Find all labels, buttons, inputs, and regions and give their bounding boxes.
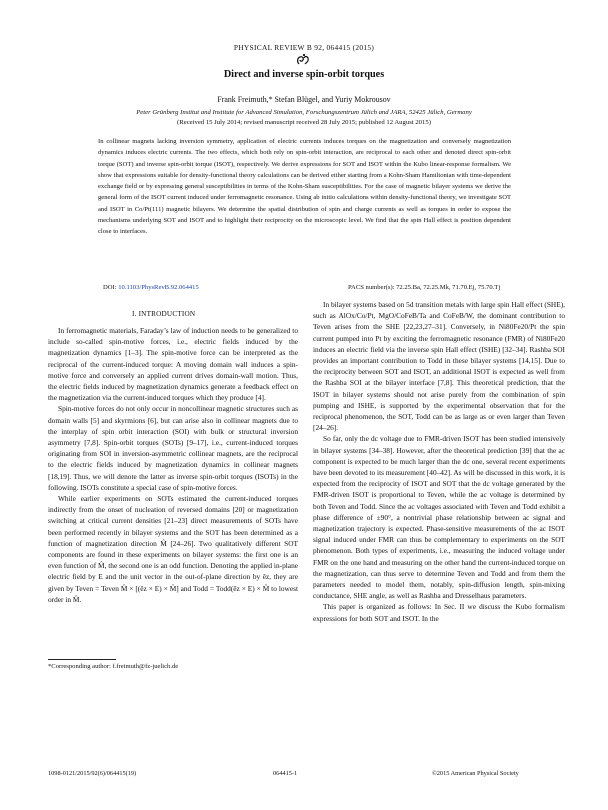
affiliation: Peter Grünberg Institut and Institute for Advanced Simulation, Forschungszentrum Jülich and JARA, 52425 Jülich, Germany	[136, 109, 472, 116]
article-title: Direct and inverse spin-orbit torques	[223, 69, 385, 80]
abstract: In collinear magnets lacking inversion symmetry, application of electric currents induces torques on the magnetization and conversely magnetization dynamics induces electric currents. The two effects, which both rely on spin-orbit interaction, are reciprocal to each other and denoted direct spin-orbit torque (SOT) and inverse spin-orbit torque (ISOT), respectively. We derive expressions for SOT and ISOT within the Kubo linear-response formalism. We show that expressions suitable for density-functional theory calculations can be derived either starting from a Kohn-Sham Hamiltonian with time-dependent exchange field or by expressing general susceptibilities in terms of the Kohn-Sham susceptibilities. For the case of magnetic bilayer systems we derive the general form of the ISOT current induced under ferromagnetic resonance. Using ab initio calculations within density-functional theory, we investigate SOT and ISOT in Co/Pt(111) magnetic bilayers. We determine the spatial distribution of spin and charge currents as well as torques in order to expose the mechanisms underlying SOT and ISOT and to highlight their reciprocity on the microscopic level. We find that the spin Hall effect is position dependent close to interfaces.	[98, 138, 511, 235]
footer-issn: 1098-0121/2015/92(6)/064415(19)	[48, 770, 137, 777]
pacs-numbers: PACS number(s): 72.25.Ba, 72.25.Mk, 71.70.Ej, 75.70.Tj	[348, 284, 501, 291]
publication-dates: (Received 15 July 2014; revised manuscript received 28 July 2015; published 12 August 2015)	[177, 119, 431, 126]
aps-logo-icon	[294, 53, 314, 67]
section-title: I. INTRODUCTION	[132, 310, 196, 318]
doi-line	[103, 284, 199, 291]
author-list: Frank Freimuth,* Stefan Blügel, and Yuriy Mokrousov	[217, 95, 391, 104]
paragraph: Spin-motive forces do not only occur in noncollinear magnetic structures such as domain walls [5] and skyrmions [6], but can arise also in collinear magnets due to the interplay of spin orbit interaction (SOI) with bulk or structural inversion asymmetry [7,8]. Spin-orbit torques (SOTs) [9–17], i.e., current-induced torques originating from SOI in inversion-asymmetric collinear magnets, are the reciprocal to the electric fields induced by magnetization dynamics in collinear magnets [18,19]. Thus, we will denote the latter as inverse spin-orbit torques (ISOTs) in the following. ISOTs constitute a special case of spin-motive forces.	[48, 404, 298, 492]
footer-page-number: 064415-1	[273, 770, 298, 777]
footnote-divider	[48, 659, 116, 660]
paragraph: In ferromagnetic materials, Faraday’s law of induction needs to be generalized to include so-called spin-motive forces, i.e., electric fields induced by the magnetization dynamics [1–3]. The spin-motive force can be interpreted as the reciprocal of the current-induced torque: A moving domain wall induces a spin-motive force and conversely an applied current drives domain-wall motion. Thus, the electric fields induced by magnetization dynamics generate a feedback effect on the magnetization via the current-induced torques which they produce [4].	[48, 326, 298, 403]
paragraph: This paper is organized as follows: In Sec. II we discuss the Kubo formalism expressions for both SOT and ISOT. In the	[313, 602, 565, 623]
corresponding-author-footnote: *Corresponding author: f.freimuth@fz-juelich.de	[48, 663, 179, 670]
right-column	[313, 299, 565, 769]
paragraph: So far, only the dc voltage due to FMR-driven ISOT has been studied intensively in bilayer systems [34–38]. However, after the theoretical prediction [39] that the ac component is expected to be much larger than the dc one, several recent experiments have been devoted to its measurement [40–42]. As will be discussed in this work, it is expected from the reciprocity of ISOT and SOT that the dc voltage generated by the FMR-driven ISOT is proportional to Teven, while the ac voltage is determined by both Teven and Todd. Since the ac voltages associated with Teven and Todd exhibit a phase difference of ±90°, a nontrivial phase relationship between ac signal and magnetization trajectory is expected. Phase-sensitive measurements of the ac ISOT signal induced under FMR can thus be complementary to experiments on the SOT phenomenon. Both types of experiments, i.e., measuring the induced voltage under FMR on the one hand and measuring on the other hand the current-induced torque on the magnetization, can thus serve to determine Teven and Todd and from them the parameters needed to model them, notably, spin-diffusion length, spin-mixing conductance, SHE angle, as well as Rashba and Dresselhaus parameters.	[313, 434, 565, 601]
paragraph: While earlier experiments on SOTs estimated the current-induced torques indirectly from the onset of nucleation of reversed domains [20] or magnetization switching at critical current densities [21–23] direct measurements of SOTs have been performed recently in bilayer systems and the SOT has been determined as a function of magnetization direction M̂ [24–26]. Two qualitatively different SOT components are found in these experiments on bilayer systems: the first one is an even function of M̂, the second one is an odd function. Denoting the applied in-plane electric field by E and the unit vector in the out-of-plane direction by êz, they are given by Teven = Teven M̂ × [(êz × E) × M̂] and Todd = Todd(êz × E) × M̂ to lowest order in M̂.	[48, 494, 298, 604]
footer-copyright: ©2015 American Physical Society	[432, 770, 519, 777]
journal-header: PHYSICAL REVIEW B 92, 064415 (2015)	[233, 43, 375, 52]
left-column	[48, 325, 298, 665]
paragraph: In bilayer systems based on 5d transition metals with large spin Hall effect (SHE), such as AlOx/Co/Pt, MgO/CoFeB/Ta and CoFeB/W, the dominant contribution to Teven arises from the SHE [22,23,27–31]. Conversely, in Ni80Fe20/Pt the spin current pumped into Pt by exciting the ferromagnetic resonance (FMR) of Ni80Fe20 induces an electric field via the inverse spin Hall effect (ISHE) [32–34]. Rashba SOI provides an important contribution to Todd in these bilayer systems [14,15]. Due to the reciprocity between SOT and ISOT, an additional ISOT is expected as well from the Rashba SOI at the bilayer interface [7,8]. This theoretical prediction, that the ISOT in bilayer systems should not arise purely from the combination of spin pumping and ISHE, is supported by the experimental observation that for the reciprocal phenomenon, the SOT, Todd can be as large as or even larger than Teven [24–26].	[313, 300, 565, 433]
doi-link[interactable]: 10.1103/PhysRevB.92.064415	[118, 284, 199, 291]
doi-label: DOI:	[103, 284, 117, 291]
